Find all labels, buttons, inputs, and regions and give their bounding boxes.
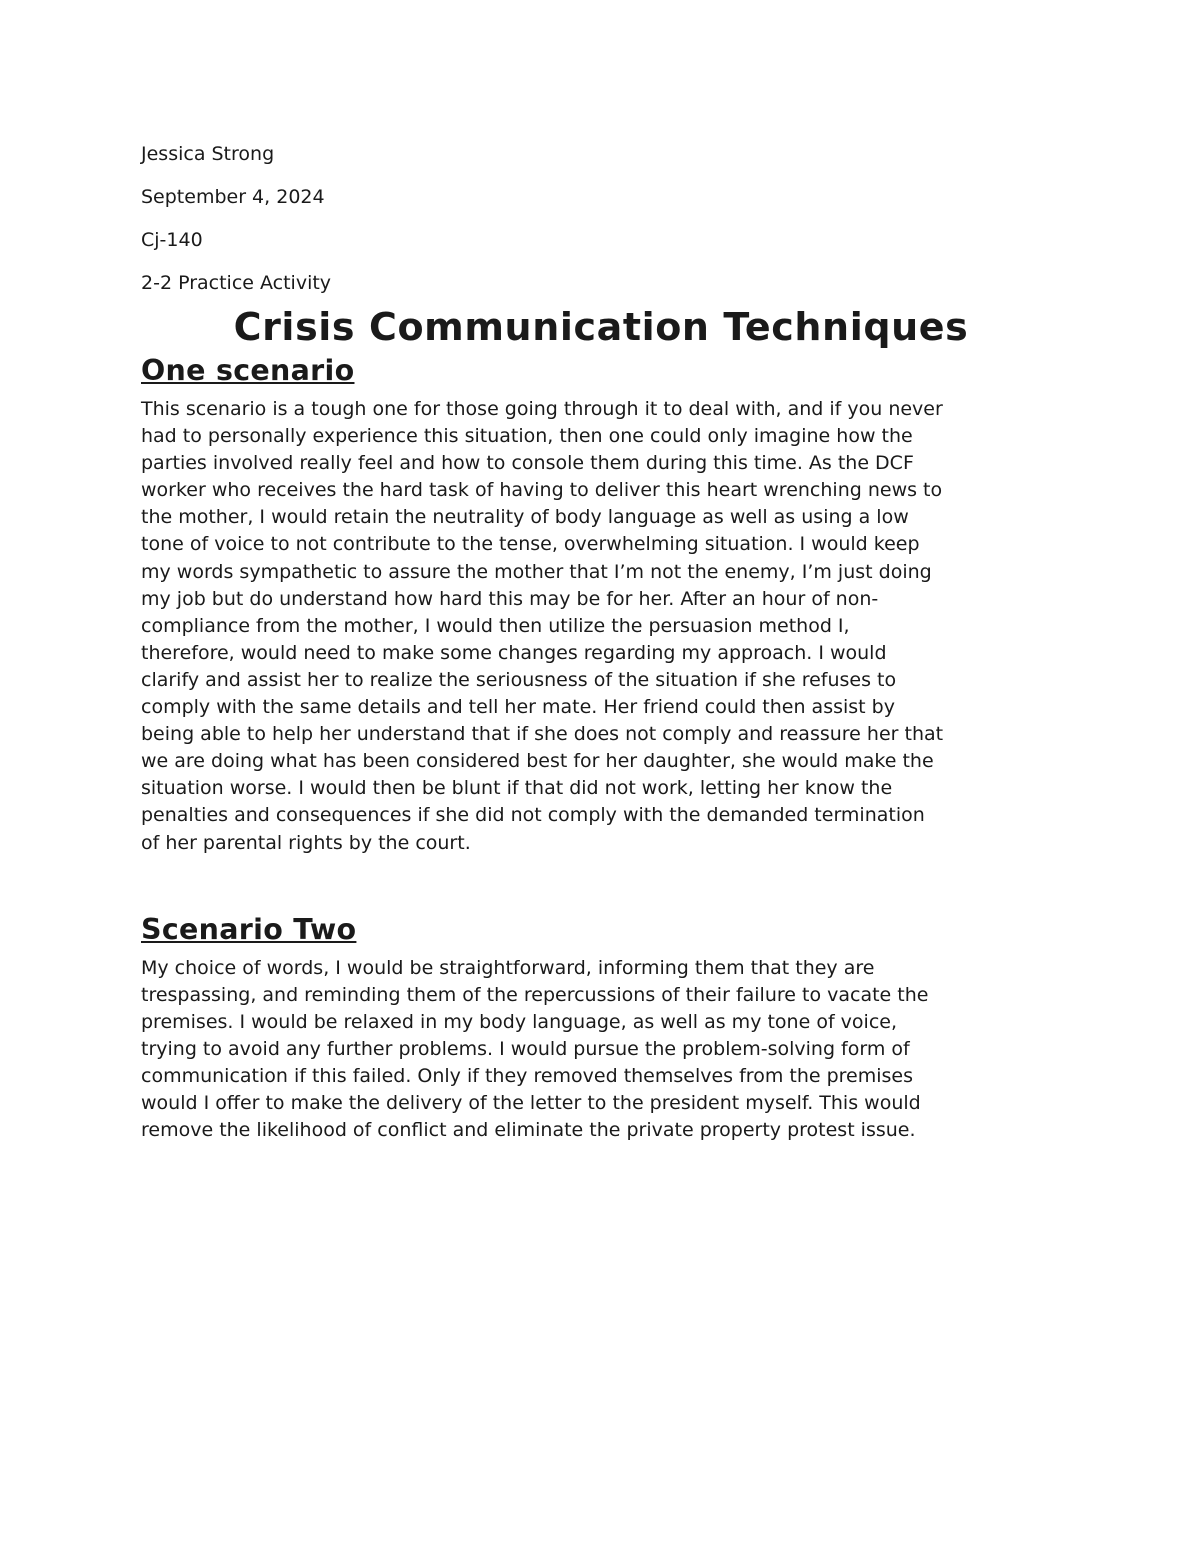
paragraph-line: compliance from the mother, I would then utilize the persuasion method I, bbox=[141, 614, 850, 637]
paragraph-line: parties involved really feel and how to console them during this time. As the DCF bbox=[141, 452, 914, 475]
paragraph-line: remove the likelihood of conflict and eliminate the private property protest issue. bbox=[141, 1119, 916, 1142]
author-name: Jessica Strong bbox=[141, 143, 275, 165]
paragraph-line: would I offer to make the delivery of the letter to the president myself. This would bbox=[141, 1092, 921, 1115]
document-date: September 4, 2024 bbox=[141, 186, 325, 208]
paragraph-line: being able to help her understand that if she does not comply and reassure her that bbox=[141, 723, 944, 746]
paragraph-line: tone of voice to not contribute to the tense, overwhelming situation. I would keep bbox=[141, 533, 920, 556]
paragraph-line: my words sympathetic to assure the mother that I’m not the enemy, I’m just doing bbox=[141, 560, 932, 583]
paragraph-line: clarify and assist her to realize the seriousness of the situation if she refuses to bbox=[141, 668, 897, 691]
paragraph-line: therefore, would need to make some changes regarding my approach. I would bbox=[141, 641, 887, 664]
paragraph-line: we are doing what has been considered best for her daughter, she would make the bbox=[141, 750, 934, 773]
section-spacer bbox=[141, 857, 1061, 915]
section-heading-two: Scenario Two bbox=[141, 912, 357, 946]
section-heading-one: One scenario bbox=[141, 354, 355, 387]
course-code: Cj-140 bbox=[141, 229, 203, 251]
paragraph-line: penalties and consequences if she did not comply with the demanded termination bbox=[141, 804, 925, 827]
document-body bbox=[141, 139, 1061, 1144]
paragraph-line: trespassing, and reminding them of the repercussions of their failure to vacate the bbox=[141, 983, 929, 1006]
paragraph-line: comply with the same details and tell her mate. Her friend could then assist by bbox=[141, 696, 895, 719]
assignment-name: 2-2 Practice Activity bbox=[141, 272, 332, 294]
paragraph-line: premises. I would be relaxed in my body language, as well as my tone of voice, bbox=[141, 1010, 897, 1033]
paragraph-line: my job but do understand how hard this may be for her. After an hour of non- bbox=[141, 587, 879, 610]
paragraph-line: the mother, I would retain the neutrality of body language as well as using a low bbox=[141, 506, 909, 529]
paragraph-line: trying to avoid any further problems. I would pursue the problem-solving form of bbox=[141, 1037, 910, 1060]
paragraph-line: communication if this failed. Only if they removed themselves from the premises bbox=[141, 1064, 914, 1087]
paragraph-line: situation worse. I would then be blunt if that did not work, letting her know the bbox=[141, 777, 893, 800]
paragraph-line: My choice of words, I would be straightforward, informing them that they are bbox=[141, 956, 875, 979]
document-title: Crisis Communication Techniques bbox=[233, 305, 969, 349]
paragraph-line: of her parental rights by the court. bbox=[141, 831, 471, 854]
paragraph-line: This scenario is a tough one for those going through it to deal with, and if you never bbox=[141, 398, 943, 420]
paragraph-line: had to personally experience this situation, then one could only imagine how the bbox=[141, 425, 913, 448]
section-one-paragraph bbox=[141, 396, 1061, 857]
paragraph-line: worker who receives the hard task of having to deliver this heart wrenching news to bbox=[141, 479, 943, 502]
section-two-paragraph bbox=[141, 955, 1061, 1145]
